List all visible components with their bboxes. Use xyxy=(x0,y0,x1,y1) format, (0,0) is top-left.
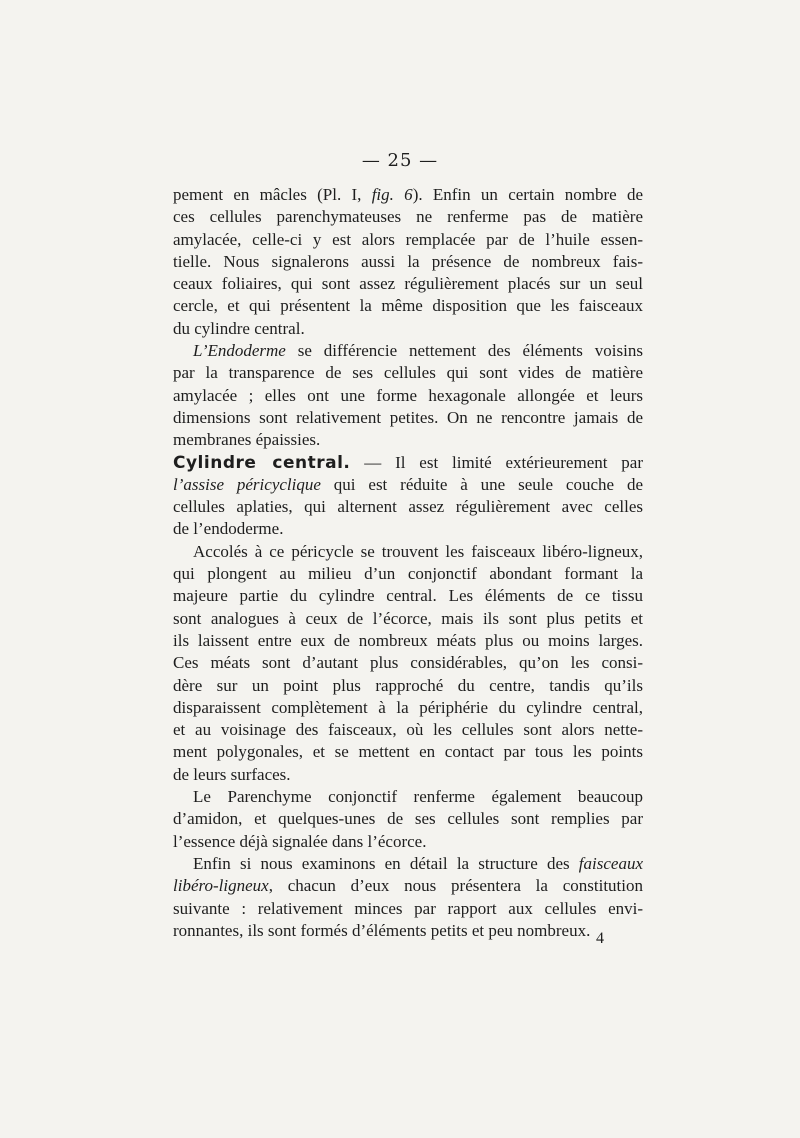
text-run: L’Endoderme xyxy=(193,341,286,361)
text-line xyxy=(173,563,643,585)
text-line xyxy=(173,875,643,897)
text-run: qui est réduite à une seule couche de xyxy=(320,474,643,494)
text-line xyxy=(173,585,643,607)
text-line xyxy=(173,652,643,674)
text-run: amylacée, celle-ci y est alors remplacée par de l’huile essen- xyxy=(173,229,643,249)
page-number: — 25 — xyxy=(361,150,439,171)
text-line xyxy=(173,630,643,652)
text-line xyxy=(173,206,643,228)
text-run: dère sur un point plus rapproché du centre, tandis qu’ils xyxy=(173,675,643,695)
text-line xyxy=(173,452,643,474)
text-run: membranes épaissies. xyxy=(173,430,321,450)
text-line xyxy=(173,719,643,741)
text-run: , chacun d’eux nous présentera la constitution xyxy=(268,876,643,896)
text-line xyxy=(173,474,643,496)
text-run: de leurs surfaces. xyxy=(173,764,291,784)
text-run: suivante : relativement minces par rapport aux cellules envi- xyxy=(173,898,643,918)
text-run: et au voisinage des faisceaux, où les cellules sont alors nette- xyxy=(173,720,643,740)
text-line xyxy=(173,920,643,942)
text-line xyxy=(173,764,643,786)
text-run: fig. 6 xyxy=(371,185,413,204)
text-run: pement en mâcles (Pl. I, xyxy=(173,185,372,204)
text-run: cercle, et qui présentent la même disposition que les faisceaux xyxy=(173,296,643,316)
text-run: ces cellules parenchymateuses ne renferme pas de matière xyxy=(173,207,643,227)
text-run: sont analogues à ceux de l’écorce, mais ils sont plus petits et xyxy=(173,608,643,628)
text-run: amylacée ; elles ont une forme hexagonale allongée et leurs xyxy=(173,385,643,405)
text-line xyxy=(173,518,643,540)
text-run: ). Enfin un certain nombre de xyxy=(412,185,643,204)
text-run: dimensions sont relativement petites. On ne rencontre jamais de xyxy=(173,407,643,427)
text-run: ceaux foliaires, qui sont assez régulièrement placés sur un seul xyxy=(173,274,643,294)
text-line xyxy=(173,362,643,384)
text-run: par la transparence de ses cellules qui sont vides de matière xyxy=(173,363,643,383)
text-run: faisceaux xyxy=(578,853,643,873)
section-heading: Cylindre central. xyxy=(173,452,351,473)
text-line xyxy=(173,741,643,763)
text-run: ils laissent entre eux de nombreux méats plus ou moins larges. xyxy=(173,630,643,650)
text-run: l’assise péricyclique xyxy=(173,474,321,494)
text-line xyxy=(173,675,643,697)
text-line xyxy=(173,385,643,407)
text-line xyxy=(173,786,643,808)
text-line xyxy=(173,831,643,853)
text-line xyxy=(173,608,643,630)
text-line xyxy=(173,429,643,451)
text-run: d’amidon, et quelques-unes de ses cellules sont remplies par xyxy=(173,809,643,829)
text-run: ronnantes, ils sont formés d’éléments petits et peu nombreux. xyxy=(173,920,591,940)
text-run: tielle. Nous signalerons aussi la présence de nombreux fais- xyxy=(173,251,643,271)
body-text xyxy=(173,184,643,942)
text-run: l’essence déjà signalée dans l’écorce. xyxy=(173,831,427,851)
text-run: majeure partie du cylindre central. Les éléments de ce tissu xyxy=(173,586,643,606)
text-run: du cylindre central. xyxy=(173,318,305,338)
text-line xyxy=(173,853,643,875)
text-run: ment polygonales, et se mettent en contact par tous les points xyxy=(173,742,643,762)
text-line xyxy=(173,229,643,251)
text-line xyxy=(173,295,643,317)
text-run: se différencie nettement des éléments voisins xyxy=(285,341,643,361)
text-line xyxy=(173,273,643,295)
text-line xyxy=(173,251,643,273)
text-line xyxy=(173,184,643,206)
text-line xyxy=(173,407,643,429)
text-run: libéro-ligneux xyxy=(173,876,269,896)
text-run: qui plongent au milieu d’un conjonctif abondant formant la xyxy=(173,564,643,584)
text-run: Le Parenchyme conjonctif renferme également beaucoup xyxy=(193,787,643,807)
text-run: cellules aplaties, qui alternent assez régulièrement avec celles xyxy=(173,497,643,517)
text-run: Enfin si nous examinons en détail la structure des xyxy=(193,853,579,873)
text-line xyxy=(173,318,643,340)
text-line xyxy=(173,808,643,830)
text-run: Accolés à ce péricycle se trouvent les faisceaux libéro-ligneux, xyxy=(193,541,643,561)
text-line xyxy=(173,496,643,518)
text-line xyxy=(173,340,643,362)
text-run: — Il est limité extérieurement par xyxy=(350,452,644,472)
text-line xyxy=(173,898,643,920)
text-line xyxy=(173,697,643,719)
text-run: de l’endoderme. xyxy=(173,519,284,539)
text-run: Ces méats sont d’autant plus considérables, qu’on les consi- xyxy=(173,653,643,673)
text-run: disparaissent complètement à la périphérie du cylindre central, xyxy=(173,697,643,717)
text-line xyxy=(173,541,643,563)
signature-mark: 4 xyxy=(596,930,604,947)
